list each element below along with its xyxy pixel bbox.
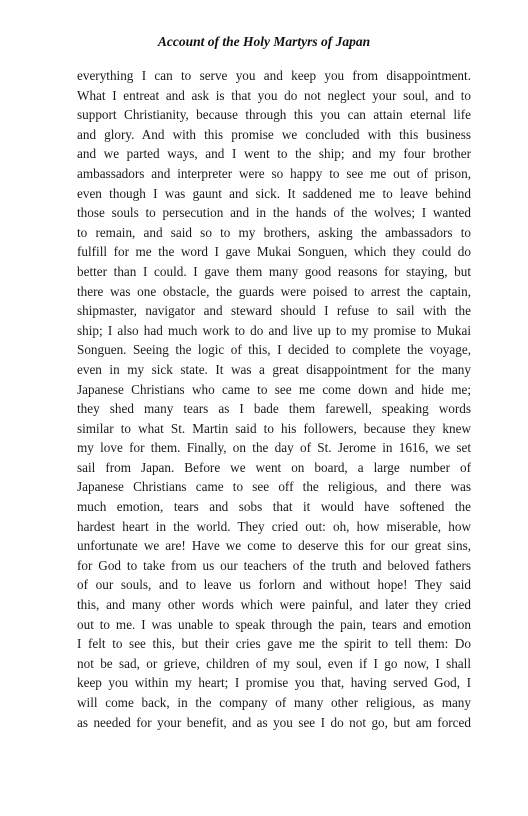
text-line: support Christianity, because through this you can attain eternal life (77, 107, 471, 123)
text-line: to remain, and said so to my brothers, asking the ambassadors to (77, 224, 471, 240)
body-text (77, 66, 471, 732)
text-line: similar to what St. Martin said to his followers, because they knew (77, 420, 471, 436)
text-line: everything I can to serve you and keep you from disappointment. (77, 68, 471, 83)
text-line: even though I was gaunt and sick. It saddened me to leave behind (77, 185, 471, 201)
text-line: not be sad, or grieve, children of my soul, even if I go now, I shall (77, 655, 471, 671)
text-line: my love for them. Finally, on the day of St. Jerome in 1616, we set (77, 440, 471, 456)
text-line: Japanese Christians came to see off the religious, and there was (77, 479, 471, 495)
text-line: keep you within my heart; I promise you that, having served God, I (77, 675, 471, 691)
text-line: of our souls, and to leave us forlorn and without hope! They said (77, 577, 471, 593)
text-line: What I entreat and ask is that you do not neglect your soul, and to (77, 87, 471, 103)
text-line: Japanese Christians who came to see me come down and hide me; (77, 381, 471, 397)
text-line: and glory. And with this promise we concluded with this business (77, 126, 471, 142)
text-line: ambassadors and interpreter were so happy to see me out of prison, (77, 165, 471, 181)
text-line: fulfill for me the word I gave Mukai Songuen, which they could do (77, 244, 471, 260)
text-line: will come back, in the company of many other religious, as many (77, 695, 471, 710)
text-line: Songuen. Seeing the logic of this, I decided to complete the voyage, (77, 342, 471, 358)
text-line: they shed many tears as I bade them farewell, speaking words (77, 401, 471, 417)
text-line: I felt to see this, but their cries gave me the spirit to tell them: Do (77, 636, 471, 652)
text-line: those souls to persecution and in the hands of the wolves; I wanted (77, 205, 471, 221)
text-line: unfortunate we are! Have we come to deserve this for our great sins, (77, 538, 471, 554)
text-line: sail from Japan. Before we went on board, a large number of (77, 459, 471, 475)
text-line: much emotion, tears and sobs that it would have softened the (77, 499, 471, 515)
text-line: shipmaster, navigator and steward should I refuse to sail with the (77, 303, 471, 319)
text-line: for God to take from us our teachers of the truth and beloved fathers (77, 557, 471, 573)
running-head-title: Account of the Holy Martyrs of Japan (157, 34, 371, 49)
text-line: and we parted ways, and I went to the ship; and my four brother (77, 146, 471, 162)
text-line: this, and many other words which were painful, and later they cried (77, 597, 471, 613)
text-line: even in my sick state. It was a great disappointment for the many (77, 361, 471, 377)
text-line: better than I could. I gave them many good reasons for staying, but (77, 263, 471, 279)
text-line: hardest heart in the world. They cried out: oh, how miserable, how (77, 518, 471, 534)
text-line: as needed for your benefit, and as you see I do not go, but am forced (77, 714, 471, 730)
text-line: ship; I also had much work to do and live up to my promise to Mukai (77, 322, 471, 338)
text-line: there was one obstacle, the guards were poised to arrest the captain, (77, 283, 471, 299)
text-line: out to me. I was unable to speak through the pain, tears and emotion (77, 616, 471, 632)
